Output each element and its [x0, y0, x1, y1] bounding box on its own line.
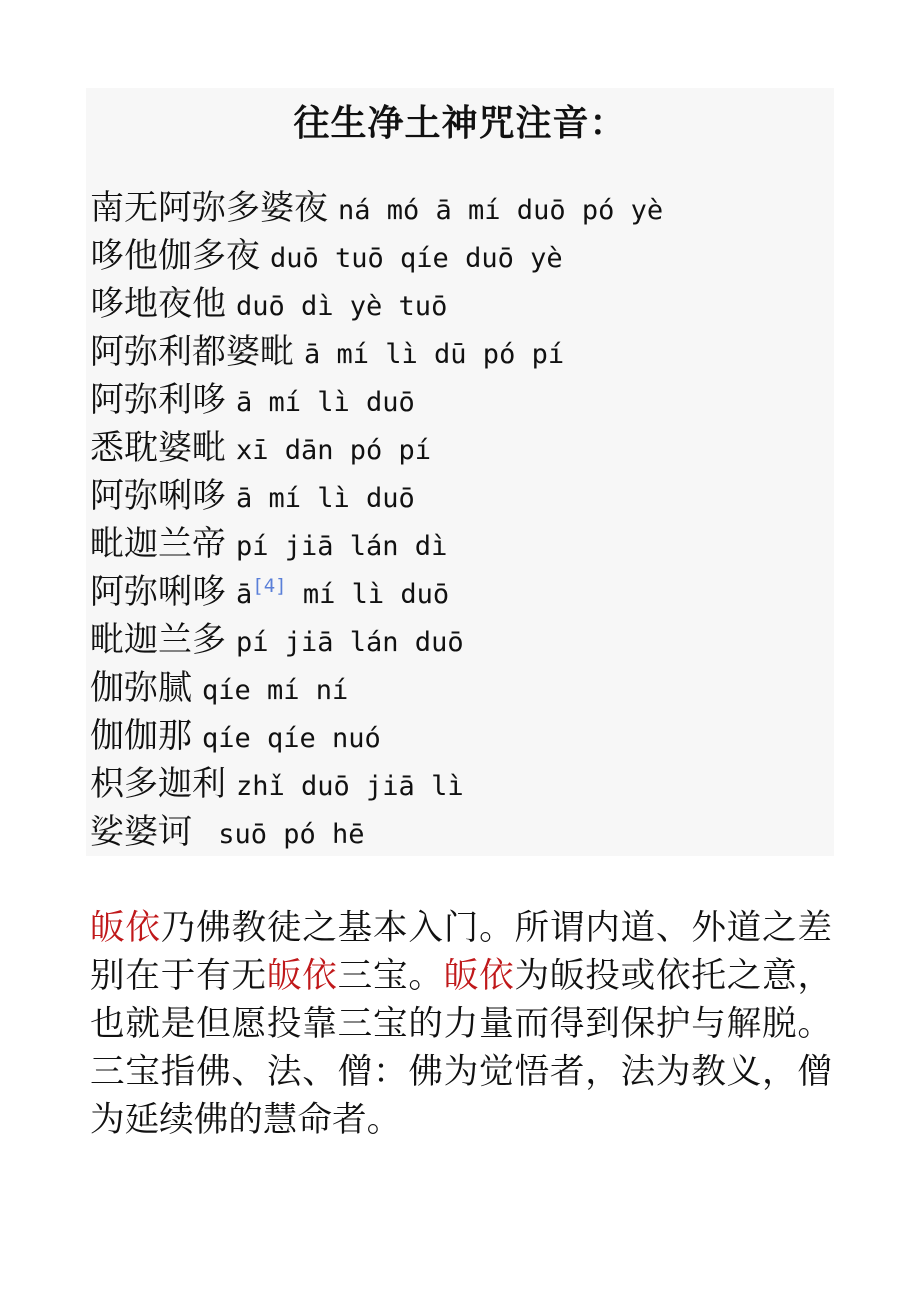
line-hanzi: 阿弥利都婆毗 [90, 332, 294, 372]
mantra-line [90, 232, 830, 280]
line-pinyin: zhǐ duō jiā lì [236, 771, 464, 802]
line-hanzi: 阿弥利哆 [90, 380, 226, 420]
line-hanzi: 悉耽婆毗 [90, 428, 226, 468]
highlight-term: 皈依 [443, 956, 515, 996]
line-pinyin: pí jiā lán dì [236, 531, 448, 562]
mantra-line [90, 424, 830, 472]
line-pinyin: ā mí lì duō [236, 387, 415, 418]
mantra-line [90, 280, 830, 328]
pinyin-after-ref: mí lì duō [302, 579, 450, 610]
line-pinyin: duō tuō qíe duō yè [270, 243, 563, 274]
line-pinyin: pí jiā lán duō [236, 627, 464, 658]
line-pinyin: duō dì yè tuō [236, 291, 448, 322]
line-hanzi: 哆地夜他 [90, 284, 226, 324]
line-pinyin: qíe mí ní [202, 675, 349, 706]
line-hanzi: 阿弥唎哆 [90, 572, 226, 612]
mantra-line [90, 376, 830, 424]
line-hanzi: 娑婆诃 [90, 812, 192, 852]
pinyin-before-ref: ā [236, 579, 253, 610]
mantra-line [90, 664, 830, 712]
mantra-line [90, 712, 830, 760]
line-pinyin: xī dān pó pí [236, 435, 432, 466]
line-hanzi: 南无阿弥多婆夜 [90, 188, 328, 228]
line-hanzi: 伽弥腻 [90, 668, 192, 708]
line-hanzi: 毗迦兰多 [90, 620, 226, 660]
line-pinyin: ná mó ā mí duō pó yè [338, 195, 664, 226]
paragraph-text: 为皈投或依托之意，也就是但愿投靠三宝的力量而得到保护与解脱。三宝指佛、法、僧：佛为觉悟者，法为教义，僧为延续佛的慧命者。 [90, 956, 833, 1140]
line-hanzi: 毗迦兰帝 [90, 524, 226, 564]
mantra-line [90, 328, 830, 376]
reference-link[interactable]: [4] [252, 575, 287, 597]
mantra-line [90, 520, 830, 568]
line-pinyin: suō pó hē [202, 819, 365, 850]
mantra-title: 往生净土神咒注音： [293, 103, 627, 144]
line-pinyin: ā mí lì dū pó pí [304, 339, 565, 370]
mantra-line [90, 472, 830, 520]
line-hanzi: 哆他伽多夜 [90, 236, 260, 276]
mantra-line [90, 760, 830, 808]
highlight-term: 皈依 [90, 908, 161, 948]
line-pinyin: ā mí lì duō [236, 483, 415, 514]
mantra-line [90, 616, 830, 664]
line-hanzi: 伽伽那 [90, 716, 192, 756]
highlight-term: 皈依 [266, 956, 338, 996]
line-hanzi: 枳多迦利 [90, 764, 226, 804]
paragraph-text: 三宝。 [337, 956, 444, 996]
line-pinyin: qíe qíe nuó [202, 723, 381, 754]
mantra-line [90, 184, 830, 232]
line-hanzi: 阿弥唎哆 [90, 476, 226, 516]
refuge-paragraph [90, 904, 832, 1144]
paragraph-text: 乃佛教徒之基本入门。所谓内道、外道之差别在于有无 [90, 908, 833, 996]
mantra-line [90, 808, 830, 856]
mantra-lines [90, 184, 830, 856]
line-pinyin [236, 575, 450, 610]
mantra-line [90, 568, 830, 616]
